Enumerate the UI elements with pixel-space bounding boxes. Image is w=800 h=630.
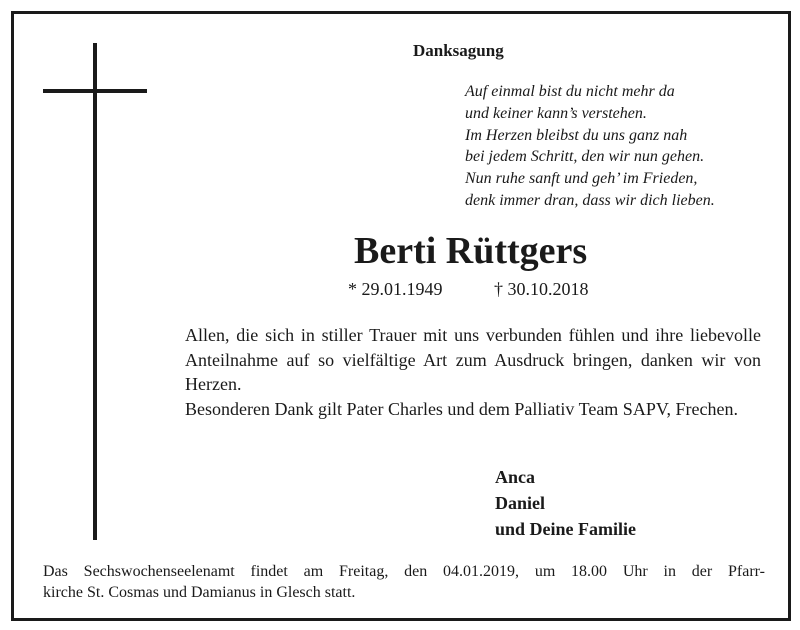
footer-line: kirche St. Cosmas und Damianus in Glesch statt. [43, 584, 356, 601]
footer-line: Das Sechswochenseelenamt findet am Freitag, den 04.01.2019, um 18.00 Uhr in der Pfarr- [43, 563, 765, 580]
cross-icon [93, 43, 97, 540]
birth-date: * 29.01.1949 [348, 279, 443, 299]
poem-line: Nun ruhe sanft und geh’ im Frieden, [465, 170, 698, 188]
signatures [495, 464, 636, 542]
deceased-name: Berti Rüttgers [354, 230, 588, 272]
notice-heading: Danksagung [413, 41, 504, 60]
poem-line: bei jedem Schritt, den wir nun gehen. [465, 148, 705, 166]
signature-line: Daniel [495, 493, 546, 513]
thank-you-message [185, 323, 761, 421]
memorial-mass-notice [43, 561, 765, 603]
death-date: † 30.10.2018 [494, 279, 589, 299]
poem-line: Im Herzen bleibst du uns ganz nah [465, 126, 688, 144]
message-paragraph: Besonderen Dank gilt Pater Charles und dem Palliativ Team SAPV, Frechen. [185, 398, 738, 419]
message-paragraph: Allen, die sich in stiller Trauer mit uns verbunden fühlen und ihre liebevolle Anteilnahme auf so vielfältige Art zum Ausdruck bringen, danken wir von Herzen. [185, 325, 761, 394]
signature-line: und Deine Familie [495, 519, 637, 539]
signature-line: Anca [495, 467, 535, 487]
cross-icon-beam [43, 89, 147, 93]
memorial-poem [465, 81, 715, 212]
poem-line: Auf einmal bist du nicht mehr da [465, 83, 675, 100]
obituary-notice [11, 11, 791, 621]
poem-line: denk immer dran, dass wir dich lieben. [465, 191, 715, 209]
poem-line: und keiner kann’s verstehen. [465, 104, 647, 122]
